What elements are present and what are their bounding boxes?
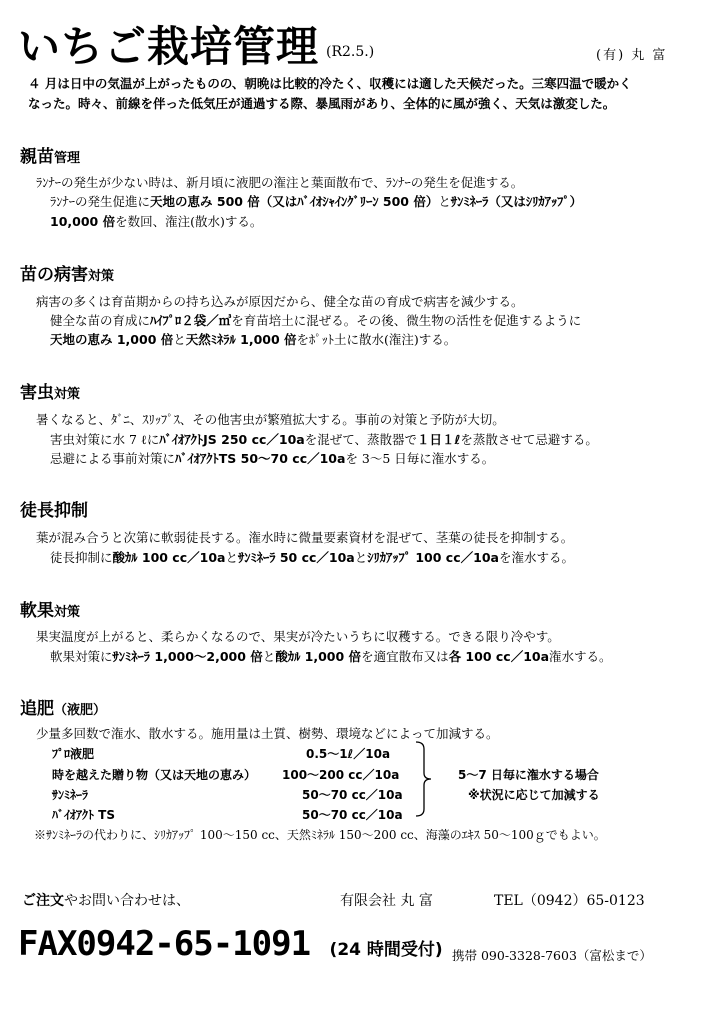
note-interval: 5～7 日毎に潅水する場合 [458,768,599,782]
product: 酸ｶﾙ 1,000 倍 [275,649,362,664]
text: と [173,332,186,347]
product: 天地の恵み 1,000 倍 [50,332,174,347]
section-heading-growth-control [20,496,88,521]
section-heading-pests [20,378,80,403]
text: 忌避による事前対策に [50,451,176,466]
text: 健全な苗の育成に [50,313,151,328]
order-text [22,890,190,910]
heading-main: 害虫 [20,383,54,403]
s5-line-1: 果実温度が上がると、柔らかくなるので、果実が冷たいうちに収穫する。できる限り冷やす。 [36,629,560,644]
text: を混ぜて、蒸散器で [304,432,418,447]
text: と [262,649,276,664]
text: と [225,550,238,565]
heading-sub: （液肥） [54,703,107,718]
text: 潅水する。 [549,649,612,664]
heading-main: 軟果 [20,601,54,621]
product: 酸ｶﾙ 100 cc／10a [112,550,226,565]
product: ｻﾝﾐﾈｰﾗ（又はｼﾘｶｱｯﾌﾟ） [450,194,583,209]
amount: 各 100 cc／10a [448,649,550,664]
product: ﾊﾞｲｵｱｸﾄTS 50～70 cc／10a [175,451,346,466]
company-name-bottom: 有限会社 丸 富 [340,893,433,909]
product: ﾊﾞｲｵｱｸﾄJS 250 cc／10a [159,432,305,447]
order-rest: やお問い合わせは、 [64,893,190,909]
bracket-symbol [414,741,432,817]
amount: １日１ℓ [417,432,461,447]
heading-sub: 対策 [54,387,81,402]
section-heading-top-dressing [20,694,106,719]
s3-line-1: 暑くなると、ﾀﾞﾆ、ｽﾘｯﾌﾟｽ、その他害虫が繁殖拡大する。事前の対策と予防が大切。 [36,412,505,427]
order-label: ご注文 [22,893,64,909]
product: ｼﾘｶｱｯﾌﾟ 100 cc／10a [367,550,499,565]
text: を潅水する。 [498,550,574,565]
product: 天地の恵み 500 倍（又はﾊﾞｲｵｼｬｲﾝｸﾞﾘｰﾝ 500 倍） [150,194,439,209]
table-row-name: ｻﾝﾐﾈｰﾗ [52,788,89,802]
s4-line-2 [50,548,574,566]
product: ｻﾝﾐﾈｰﾗ 50 cc／10a [237,550,355,565]
s1-line-1: ﾗﾝﾅｰの発生が少ない時は、新月頃に液肥の潅注と葉面散布で、ﾗﾝﾅｰの発生を促進する。 [36,175,524,190]
text: を蒸散させて忌避する。 [460,432,598,447]
text: 軟果対策に [50,649,113,664]
fax-line [18,924,443,964]
s1-line-2 [50,192,582,210]
section-heading-seedling-disease [20,260,114,285]
product: ﾊｲﾌﾟﾛ２袋／㎥ [150,313,232,328]
fax-prefix: FAX [18,924,77,964]
text: をﾎﾟｯﾄ土に散水(潅注)する。 [296,332,457,347]
fax-number: 0942-65-1091 [76,924,311,964]
text: 害虫対策に水 7 ℓに [50,432,160,447]
section-heading-parent-seedlings [20,142,80,167]
text: を育苗培土に混ぜる。その後、微生物の活性を促進するように [231,313,582,328]
text: を 3～5 日毎に潅水する。 [345,451,495,466]
text: ﾗﾝﾅｰの発生促進に [50,194,151,209]
heading-main: 追肥 [20,699,54,719]
s6-footnote: ※ｻﾝﾐﾈｰﾗの代わりに、ｼﾘｶｱｯﾌﾟ 100～150 cc、天然ﾐﾈﾗﾙ 150～200 cc、海藻のｴｷｽ 50～100ｇでもよい。 [34,828,606,842]
s2-line-3 [50,330,456,348]
text: を数回、潅注(散水)する。 [115,214,263,229]
section-heading-soft-fruit [20,596,80,621]
product: ｻﾝﾐﾈｰﾗ 1,000～2,000 倍 [112,649,263,664]
page-title: いちご栽培管理 [18,22,320,71]
s6-line-1: 少量多回数で潅水、散水する。施用量は土質、樹勢、環境などによって加減する。 [36,726,499,741]
s5-line-2 [50,647,612,665]
dilution: 10,000 倍 [50,214,116,229]
table-row-amount: 50～70 cc／10a [302,788,403,802]
text: を適宜散布又は [361,649,449,664]
s4-line-1: 葉が混み合うと次第に軟弱徒長する。潅水時に微量要素資材を混ぜて、茎葉の徒長を抑制する。 [36,530,574,545]
heading-main: 苗の病害 [20,265,88,285]
mobile-phone: 携帯 090-3328-7603（富松まで） [452,948,652,963]
s3-line-3 [50,449,494,467]
heading-main: 親苗 [20,147,54,167]
s2-line-1: 病害の多くは育苗期からの持ち込みが原因だから、健全な苗の育成で病害を減少する。 [36,294,524,309]
note-adjust: ※状況に応じて加減する [468,788,600,802]
heading-sub: 対策 [54,605,81,620]
table-row-name: ﾊﾞｲｵｱｸﾄ TS [52,808,116,822]
issue-date: (R2.5.) [326,44,375,60]
table-row-amount: 0.5～1ℓ／10a [306,747,391,761]
table-row-amount: 100～200 cc／10a [282,768,400,782]
s3-line-2 [50,430,598,448]
s2-line-2 [50,311,581,329]
text: と [354,550,368,565]
text: 徒長抑制に [50,550,113,565]
table-row-name: 時を越えた贈り物（又は天地の恵み） [52,768,257,782]
heading-main: 徒長抑制 [20,501,88,521]
intro-line-1: ４ 月は日中の気温が上がったものの、朝晩は比較的冷たく、収穫には適した天候だった。三寒四温で暖かく [28,76,632,91]
table-row-amount: 50～70 cc／10a [302,808,403,822]
heading-sub: 対策 [88,269,115,284]
intro-line-2: なった。時々、前線を伴った低気圧が通過する際、暴風雨があり、全体的に風が強く、天気は激変した。 [28,96,616,111]
text: と [438,194,451,209]
fax-hours: (24 時間受付) [329,940,443,960]
product: 天然ﾐﾈﾗﾙ 1,000 倍 [185,332,297,347]
heading-sub: 管理 [54,151,81,166]
company-name-top: (有) 丸 富 [596,48,668,63]
s1-line-3 [50,212,262,230]
telephone: TEL（0942）65-0123 [494,893,645,909]
table-row-name: ﾌﾟﾛ液肥 [52,747,95,761]
